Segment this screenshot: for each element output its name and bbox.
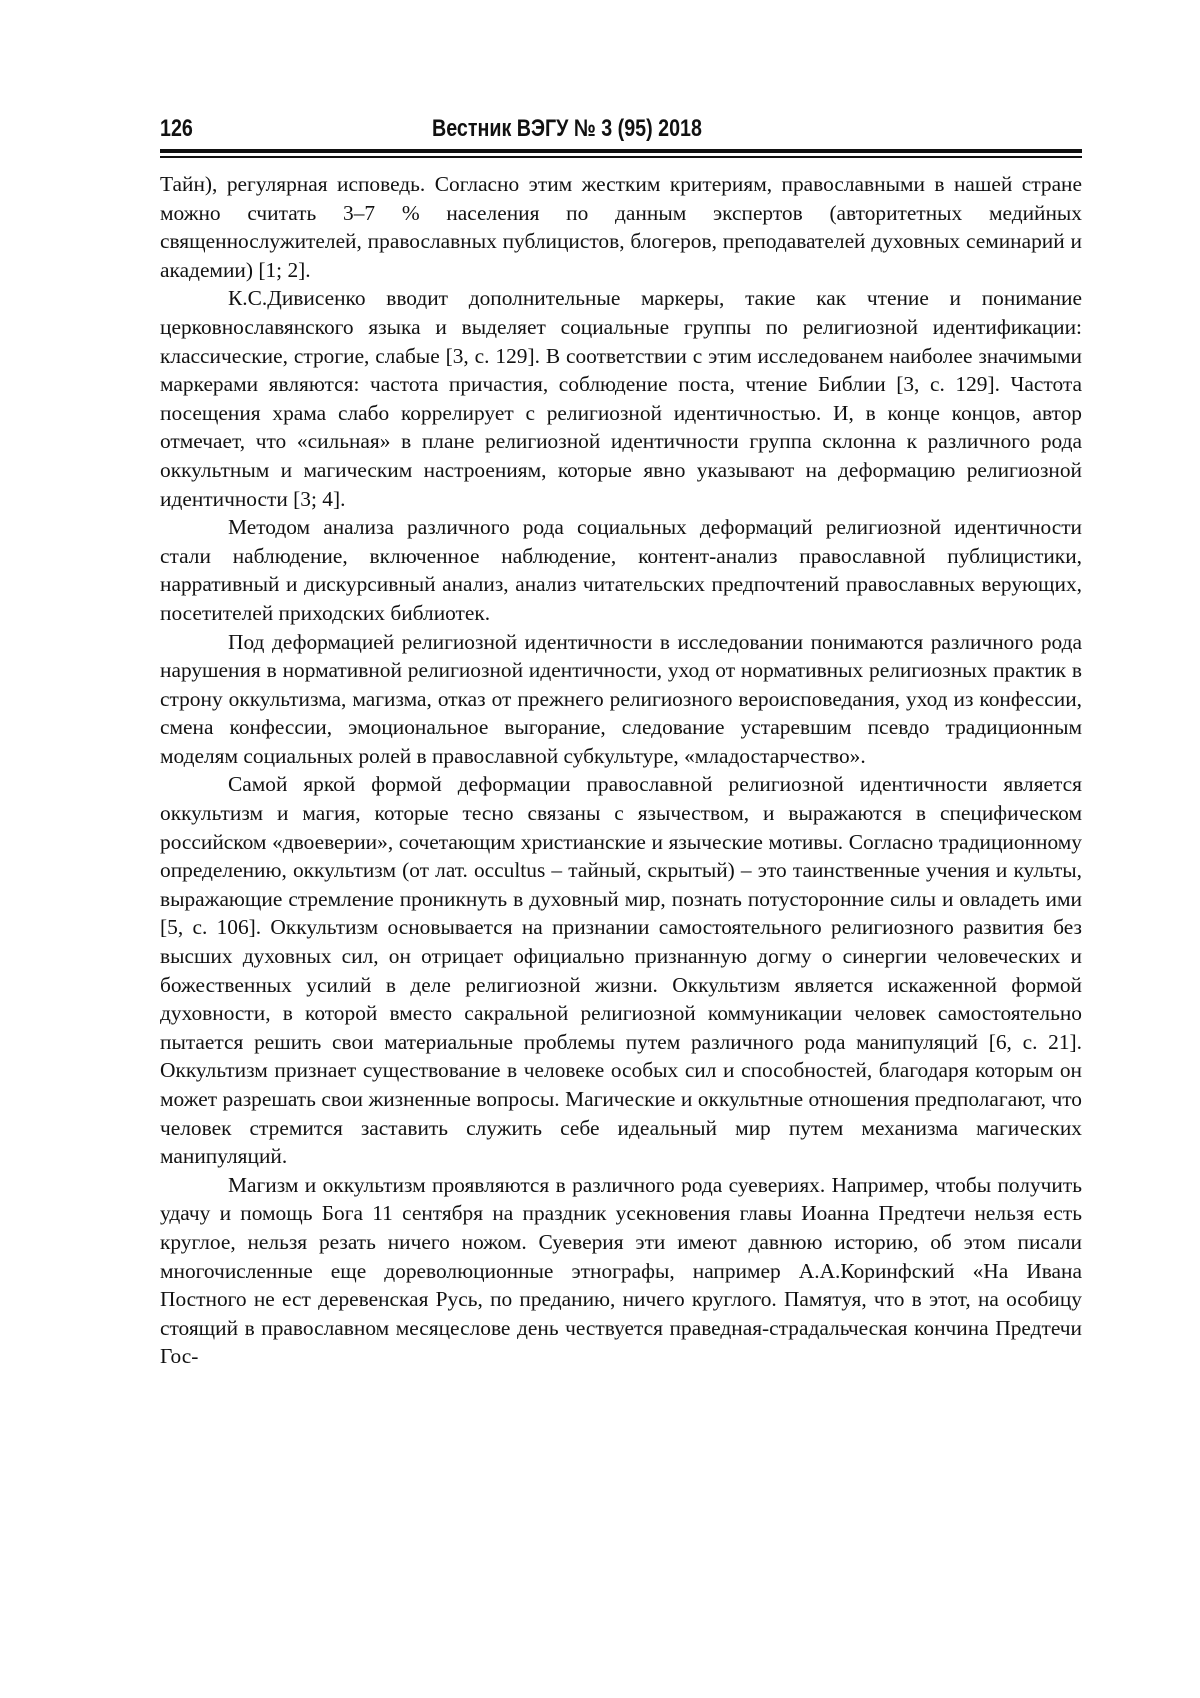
header-rule-thin (160, 156, 1082, 158)
paragraph: Под деформацией религиозной идентичности в исследовании понимаются различного рода нарушения в нормативной религиозной идентичности, уход от нормативных религиозных практик в строну оккультизма, магизма, отказ от прежнего религиозного вероисповедания, уход из конфессии, смена конфессии, эмоциональное выгорание, следование устаревшим псевдо традиционным моделям социальных ролей в православной субкультуре, «младостарчество». (160, 629, 1082, 768)
header-rule-thick (160, 149, 1082, 153)
paragraph: Самой яркой формой деформации православной религиозной идентичности является оккультизм и магия, которые тесно связаны с язычеством, и выражаются в специфическом российском «двоеверии», сочетающим христианские и языческие мотивы. Согласно традиционному определению, оккультизм (от лат. occultus – тайный, скрытый) – это таинственные учения и культы, выражающие стремление проникнуть в духовный мир, познать потусторонние силы и овладеть ими [5, с. 106]. Оккультизм основывается на признании самостоятельного религиозного развития без высших духовных сил, он отрицает официально признанную догму о синергии человеческих и божественных усилий в деле религиозной жизни. Оккультизм является искаженной формой духовности, в которой вместо сакральной религиозной коммуникации человек самостоятельно пытается решить свои материальные проблемы путем различного рода манипуляций [6, с. 21]. Оккультизм признает существование в человеке особых сил и способностей, благодаря которым он может разрешать свои жизненные вопросы. Магические и оккультные отношения предполагают, что человек стремится заставить служить себе идеальный мир путем механизма магических манипуляций. (160, 772, 1082, 1169)
journal-title: Вестник ВЭГУ № 3 (95) 2018 (432, 115, 702, 142)
paragraph: Магизм и оккультизм проявляются в различного рода суевериях. Например, чтобы получить удачу и помощь Бога 11 сентября на праздник усекновения главы Иоанна Предтечи нельзя есть круглое, нельзя резать ничего ножом. Суеверия эти имеют давнюю историю, об этом писали многочисленные еще дореволюционные этнографы, например А.А.Коринфский «На Ивана Постного не ест деревенская Русь, по преданию, ничего круглого. Памятуя, что в этот, на особицу стоящий в православном месяцеслове день чествуется праведная-страдальческая кончина Предтечи Гос- (160, 1172, 1082, 1369)
article-body (160, 170, 1082, 1371)
paragraph: Методом анализа различного рода социальных деформаций религиозной идентичности стали наблюдение, включенное наблюдение, контент-анализ православной публицистики, нарративный и дискурсивный анализ, анализ читательских предпочтений православных верующих, посетителей приходских библиотек. (160, 515, 1082, 625)
running-header (160, 112, 1082, 146)
paragraph: К.С.Дивисенко вводит дополнительные маркеры, такие как чтение и понимание церковнославянского языка и выделяет социальные группы по религиозной идентификации: классические, строгие, слабые [3, с. 129]. В соответствии с этим исследованем наиболее значимыми маркерами являются: частота причастия, соблюдение поста, чтение Библии [3, с. 129]. Частота посещения храма слабо коррелирует с религиозной идентичностью. И, в конце концов, автор отмечает, что «сильная» в плане религиозной идентичности группа склонна к различного рода оккультным и магическим настроениям, которые явно указывают на деформацию религиозной идентичности [3; 4]. (160, 286, 1082, 511)
paragraph-continuation: Тайн), регулярная исповедь. Согласно этим жестким критериям, православными в нашей стране можно считать 3–7 % населения по данным экспертов (авторитетных медийных священнослужителей, православных публицистов, блогеров, преподавателей духовных семинарий и академии) [1; 2]. (160, 172, 1082, 282)
page-number: 126 (160, 115, 193, 142)
